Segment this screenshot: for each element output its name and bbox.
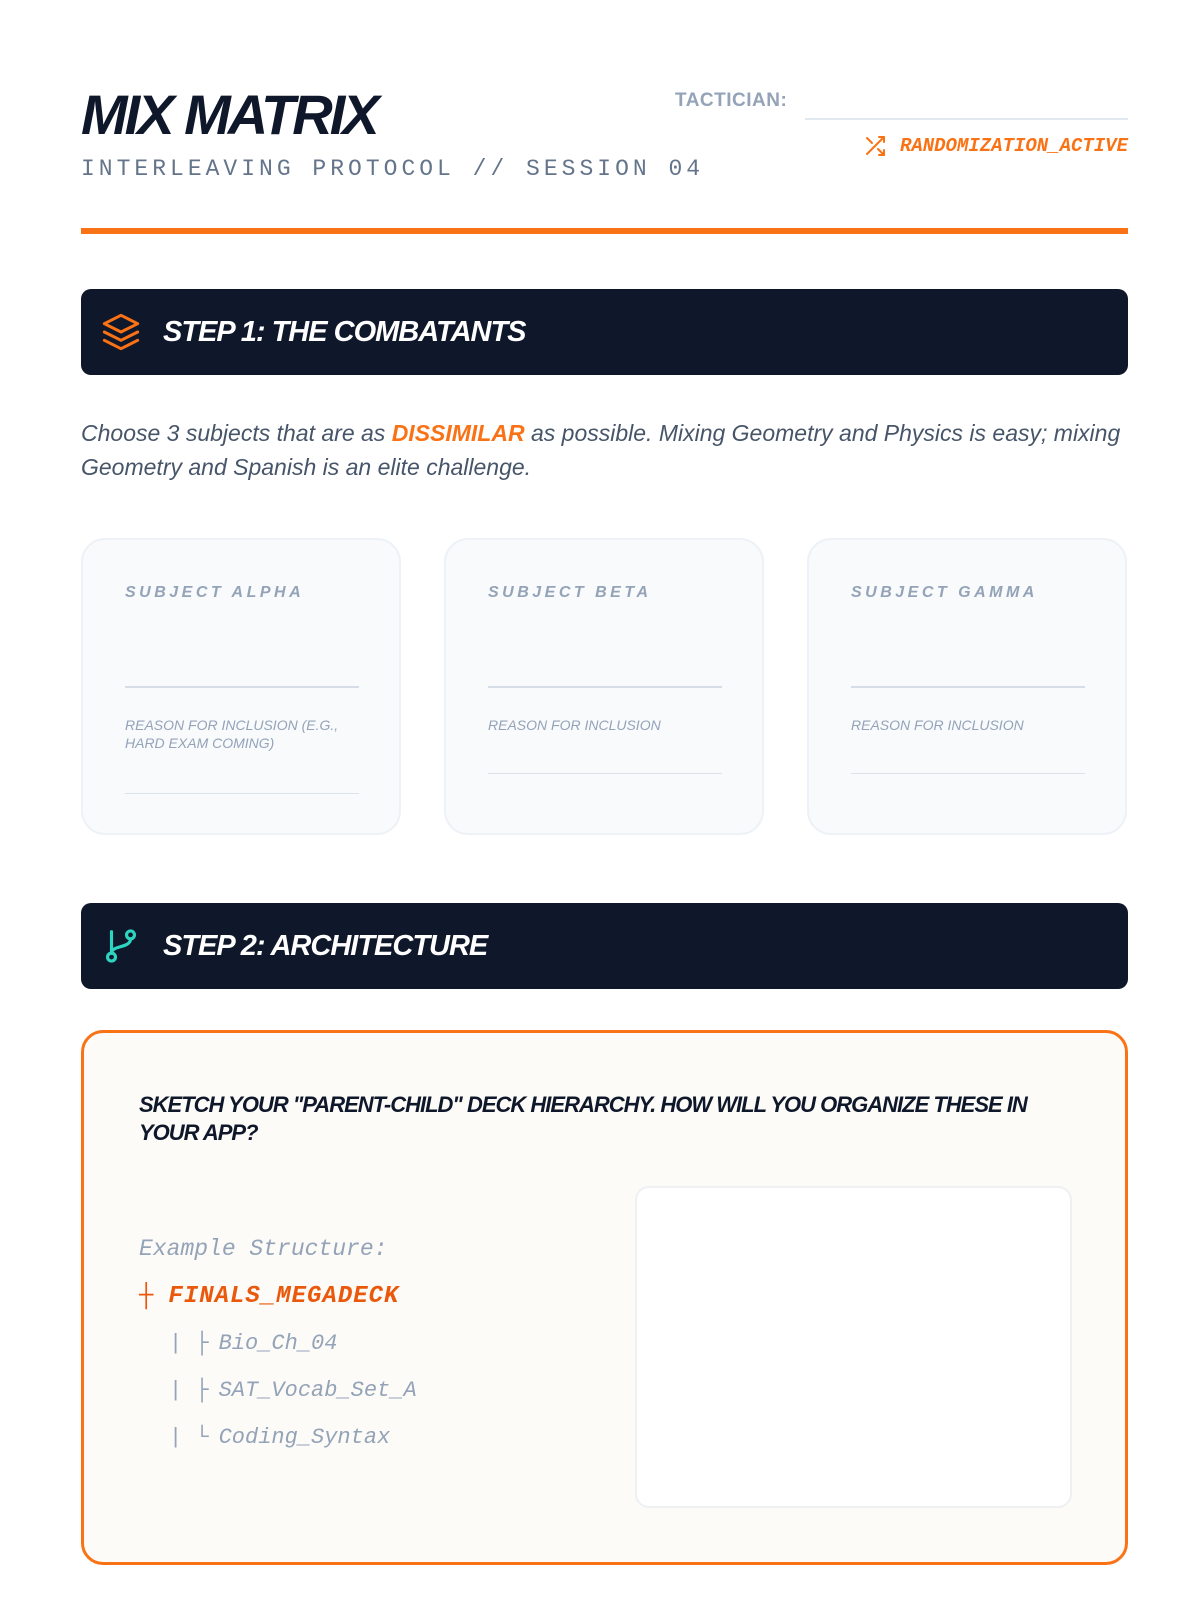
tree-root	[139, 1273, 417, 1320]
section-title-step2: STEP 2: ARCHITECTURE	[163, 929, 488, 962]
subject-name-field[interactable]	[488, 686, 722, 688]
reason-field[interactable]	[851, 773, 1085, 774]
layers-icon	[101, 312, 141, 352]
tree-root-label: FINALS_MEGADECK	[168, 1283, 400, 1310]
reason-placeholder: REASON FOR INCLUSION (E.G., HARD EXAM COMING)	[125, 717, 339, 751]
intro-text-start: Choose 3 subjects that are as	[81, 420, 392, 446]
tree-child	[139, 1414, 417, 1461]
subject-card-gamma	[807, 538, 1127, 835]
tree-child-label: Bio_Ch_04	[218, 1331, 338, 1356]
tree-child-label: SAT_Vocab_Set_A	[218, 1378, 417, 1403]
architecture-panel	[81, 1030, 1128, 1565]
status-badge-label: RANDOMIZATION_ACTIVE	[899, 135, 1128, 157]
subject-name-field[interactable]	[125, 686, 359, 688]
subject-card-title: SUBJECT BETA	[488, 584, 652, 601]
tree-child-label: Coding_Syntax	[218, 1425, 391, 1450]
header-divider	[81, 228, 1128, 234]
sketch-area[interactable]	[635, 1186, 1072, 1508]
status-badge	[862, 134, 1128, 158]
shuffle-icon	[862, 134, 888, 158]
section-header-step2	[81, 903, 1128, 989]
section-header-step1	[81, 289, 1128, 375]
subject-card-beta	[444, 538, 764, 835]
tree-branch-glyph: | ├	[169, 1331, 209, 1356]
intro-highlight: DISSIMILAR	[391, 420, 525, 446]
page-subtitle: INTERLEAVING PROTOCOL // SESSION 04	[81, 156, 705, 182]
tree-root-glyph: ┼	[139, 1283, 155, 1310]
reason-field[interactable]	[488, 773, 722, 774]
reason-field[interactable]	[125, 793, 359, 794]
section-title-step1: STEP 1: THE COMBATANTS	[163, 315, 526, 348]
tree-branch-glyph: | └	[169, 1425, 209, 1450]
git-branch-icon	[101, 926, 141, 966]
tree-child	[139, 1367, 417, 1414]
tree-branch-glyph: | ├	[169, 1378, 209, 1403]
step1-instructions	[81, 416, 1128, 484]
reason-placeholder: REASON FOR INCLUSION	[851, 717, 1024, 733]
tactician-label: TACTICIAN:	[675, 90, 788, 111]
architecture-prompt: SKETCH YOUR "PARENT-CHILD" DECK HIERARCHY. HOW WILL YOU ORGANIZE THESE IN YOUR APP?	[139, 1092, 1027, 1145]
tactician-name-field[interactable]	[805, 118, 1128, 120]
intro-text-end: as possible. Mixing Geometry and Physics is easy; mixing Geometry and Spanish is an elite challenge.	[81, 420, 1121, 480]
subject-card-title: SUBJECT GAMMA	[851, 584, 1038, 601]
tree-child	[139, 1320, 417, 1367]
example-label: Example Structure:	[139, 1236, 388, 1262]
subject-card-title: SUBJECT ALPHA	[125, 584, 305, 601]
page-title: MIX MATRIX	[81, 83, 377, 146]
subject-name-field[interactable]	[851, 686, 1085, 688]
header	[81, 0, 1128, 234]
worksheet-page	[81, 0, 1128, 1600]
subject-card-alpha	[81, 538, 401, 835]
reason-placeholder: REASON FOR INCLUSION	[488, 717, 661, 733]
example-structure	[139, 1233, 417, 1461]
